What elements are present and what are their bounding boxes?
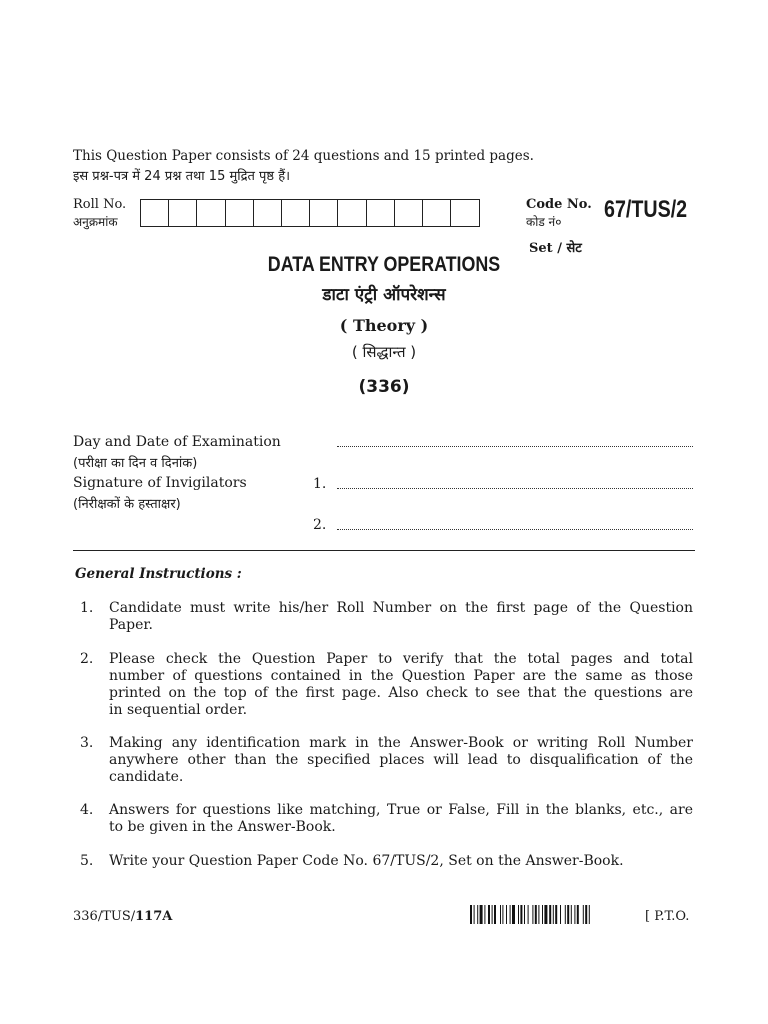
instruction-number: 4. — [80, 802, 94, 818]
instruction-number: 1. — [80, 600, 94, 616]
roll-number-box — [451, 200, 479, 226]
barcode-bar — [549, 905, 551, 924]
barcode-bar — [520, 905, 522, 924]
paper-code: 67/TUS/2 — [604, 196, 688, 223]
barcode-bar — [544, 905, 547, 924]
footer-code-bold: 117A — [135, 909, 173, 924]
subject-title-hindi: डाटा एंट्री ऑपरेशन्स — [322, 285, 446, 305]
instruction-line: Please check the Question Paper to verify that the total pages and total — [109, 651, 693, 667]
instruction-line: Write your Question Paper Code No. 67/TUS/2, Set on the Answer-Book. — [109, 853, 624, 869]
barcode-bar — [577, 905, 579, 924]
general-instructions-heading: General Instructions : — [75, 566, 242, 582]
signature-label-english: Signature of Invigilators — [73, 475, 247, 491]
intro-hindi: इस प्रश्न-पत्र में 24 प्रश्न तथा 15 मुद्रित पृष्ठ हैं। — [73, 169, 291, 184]
instruction-line: in sequential order. — [109, 702, 248, 718]
barcode-bar — [510, 905, 511, 924]
subject-code: (336) — [358, 377, 410, 397]
barcode-bar — [474, 905, 475, 924]
day-date-label-english: Day and Date of Examination — [73, 434, 281, 450]
barcode-bar — [583, 905, 584, 924]
day-date-dotted-line — [337, 446, 693, 447]
roll-number-box — [169, 200, 197, 226]
footer-code-prefix: 336/TUS/ — [73, 909, 136, 924]
instruction-line: candidate. — [109, 769, 184, 785]
roll-number-box — [197, 200, 225, 226]
instruction-text — [109, 600, 693, 634]
roll-label-english: Roll No. — [73, 197, 127, 212]
roll-number-box — [395, 200, 423, 226]
invigilator-2-dotted-line — [337, 529, 693, 530]
barcode-bar — [574, 905, 575, 924]
barcode-bar — [488, 905, 490, 924]
barcode-bar — [506, 905, 507, 924]
barcode-bar — [518, 905, 519, 924]
instruction-line: Making any identification mark in the Answer-Book or writing Roll Number — [109, 735, 693, 751]
intro-english: This Question Paper consists of 24 questions and 15 printed pages. — [73, 148, 534, 164]
barcode-bar — [512, 905, 515, 924]
signature-label-hindi: (निरीक्षकों के हस्ताक्षर) — [73, 497, 181, 512]
roll-number-box — [367, 200, 395, 226]
instruction-line: anywhere other than the specified places will lead to disqualification of the — [109, 752, 693, 768]
barcode-bar — [477, 905, 478, 924]
barcode-bar — [555, 905, 557, 924]
barcode-bar — [542, 905, 543, 924]
barcode-bar — [589, 905, 590, 924]
roll-number-box — [423, 200, 451, 226]
barcode-bar — [553, 905, 554, 924]
barcode-bar — [480, 905, 483, 924]
instruction-line: Candidate must write his/her Roll Number on the first page of the Question — [109, 600, 693, 616]
instruction-number: 5. — [80, 853, 94, 869]
barcode-bar — [528, 905, 529, 924]
barcode-bar — [492, 905, 493, 924]
roll-label-hindi: अनुक्रमांक — [73, 215, 118, 229]
invigilator-1-dotted-line — [337, 488, 693, 489]
instruction-line: to be given in the Answer-Book. — [109, 819, 336, 835]
set-label: Set / सेट — [529, 241, 582, 256]
roll-number-box — [141, 200, 169, 226]
barcode-bar — [470, 905, 472, 924]
roll-number-box — [254, 200, 282, 226]
roll-number-box — [282, 200, 310, 226]
roll-number-box — [338, 200, 366, 226]
theory-label-hindi: ( सिद्धान्त ) — [351, 343, 417, 361]
barcode-bar — [571, 905, 572, 924]
instruction-number: 2. — [80, 651, 94, 667]
roll-number-box — [310, 200, 338, 226]
code-label-hindi: कोड नं० — [526, 215, 562, 229]
footer-code — [73, 909, 172, 924]
barcode-bar — [560, 905, 561, 924]
barcode-bar — [565, 905, 566, 924]
barcode-bar — [532, 905, 533, 924]
barcode-bar — [535, 905, 537, 924]
barcode-bar — [494, 905, 496, 924]
barcode-bar — [524, 905, 525, 924]
barcode-bar — [538, 905, 539, 924]
theory-label-english: ( Theory ) — [339, 316, 429, 335]
subject-title-english: DATA ENTRY OPERATIONS — [267, 253, 501, 276]
instruction-line: printed on the top of the first page. Also check to see that the questions are — [109, 685, 693, 701]
instruction-text — [109, 802, 693, 836]
barcode-bar — [484, 905, 485, 924]
barcode-bar — [502, 905, 503, 924]
roll-number-box — [226, 200, 254, 226]
barcode-image — [470, 905, 632, 924]
barcode-bar — [567, 905, 569, 924]
instruction-line: Paper. — [109, 617, 153, 633]
horizontal-rule — [73, 550, 695, 551]
pto-label: [ P.T.O. — [645, 909, 690, 924]
instruction-text — [109, 651, 693, 719]
instruction-text — [109, 853, 693, 870]
instruction-line: number of questions contained in the Question Paper are the same as those — [109, 668, 693, 684]
instruction-text — [109, 735, 693, 786]
invigilator-number-2: 2. — [313, 517, 327, 533]
instruction-line: Answers for questions like matching, True or False, Fill in the blanks, etc., are — [109, 802, 693, 818]
roll-number-boxes — [140, 199, 480, 227]
barcode-bar — [585, 905, 587, 924]
day-date-label-hindi: (परीक्षा का दिन व दिनांक) — [73, 456, 198, 471]
instruction-number: 3. — [80, 735, 94, 751]
barcode-bar — [500, 905, 501, 924]
invigilator-number-1: 1. — [313, 476, 327, 492]
code-label-english: Code No. — [526, 197, 592, 212]
